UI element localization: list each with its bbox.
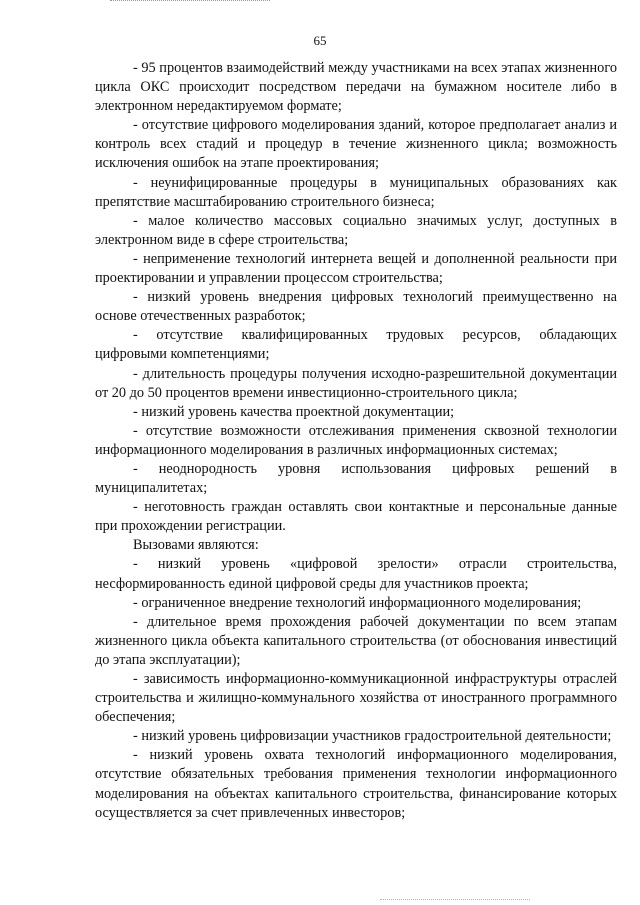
document-body [95, 59, 617, 823]
paragraph: - ограниченное внедрение технологий информационного моделирования; [133, 594, 582, 611]
paragraph: - отсутствие цифрового моделирования зданий, которое предполагает анализ и контроль всех стадий и процедур в течение жизненного цикла; возможность исключения ошибок на этапе проектирования; [95, 117, 617, 172]
paragraph: - неприменение технологий интернета вещей и дополненной реальности при проектировании и управлении процессом строительства; [95, 250, 617, 287]
paragraph: - низкий уровень охвата технологий информационного моделирования, отсутствие обязательных требования применения технологии информационного моделирования на объектах капитального строительства, финансирование которых осуществляется за счет привлеченных инвесторов; [95, 747, 617, 821]
scan-edge-bottom [380, 899, 530, 900]
paragraph: - малое количество массовых социально значимых услуг, доступных в электронном виде в сфере строительства; [95, 212, 617, 248]
paragraph: - низкий уровень цифровизации участников градостроительной деятельности; [133, 728, 612, 745]
paragraph: - длительное время прохождения рабочей документации по всем этапам жизненного цикла объекта капитального строительства (от обоснования инвестиций до этапа эксплуатации); [95, 613, 617, 668]
section-intro: Вызовами являются: [133, 537, 259, 554]
paragraph: - низкий уровень внедрения цифровых технологий преимущественно на основе отечественных разработок; [95, 289, 617, 325]
paragraph: - низкий уровень «цифровой зрелости» отрасли строительства, несформированность единой цифровой среды для участников проекта; [95, 556, 617, 592]
paragraph: - отсутствие возможности отслеживания применения сквозной технологии информационного моделирования в различных информационных системах; [95, 422, 617, 458]
paragraph: - неготовность граждан оставлять свои контактные и персональные данные при прохождении регистрации. [95, 499, 617, 535]
paragraph: - низкий уровень качества проектной документации; [133, 403, 455, 420]
paragraph: - длительность процедуры получения исходно-разрешительной документации от 20 до 50 процентов времени инвестиционно-строительного цикла; [95, 365, 617, 401]
paragraph: - зависимость информационно-коммуникационной инфраструктуры отраслей строительства и жилищно-коммунального хозяйства от иностранного программного обеспечения; [95, 671, 617, 726]
paragraph: - 95 процентов взаимодействий между участниками на всех этапах жизненного цикла ОКС происходит посредством передачи на бумажном носителе либо в электронном нередактируемом формате; [95, 60, 617, 115]
page-number: 65 [313, 33, 327, 48]
scan-edge-top [110, 0, 270, 1]
paragraph: - отсутствие квалифицированных трудовых ресурсов, обладающих цифровыми компетенциями; [95, 327, 617, 363]
paragraph: - неунифицированные процедуры в муниципальных образованиях как препятствие масштабированию строительного бизнеса; [95, 174, 617, 210]
paragraph: - неоднородность уровня использования цифровых решений в муниципалитетах; [95, 460, 617, 497]
